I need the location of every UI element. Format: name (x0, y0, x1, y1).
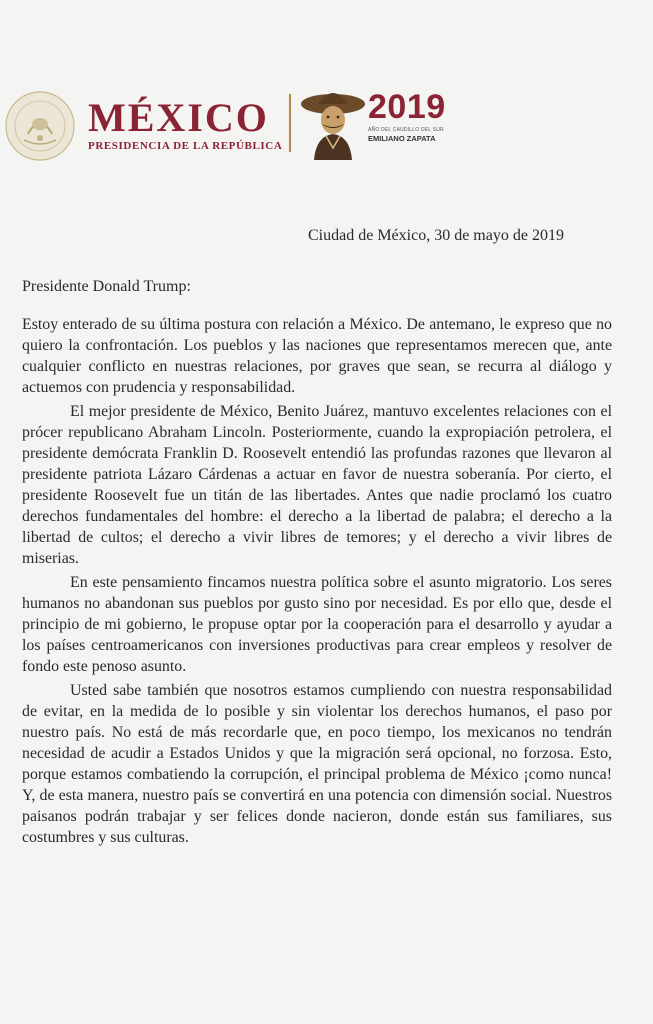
paragraph: En este pensamiento fincamos nuestra política sobre el asunto migratorio. Los seres humanos no abandonan sus pueblos por gusto sino por necesidad. Es por ello que, desde el principio de mi gobierno, le propuse optar por la cooperación para el desarrollo y ayudar a los países centroamericanos con inversiones productivas para crear empleos y resolver de fondo este penoso asunto. (22, 574, 612, 675)
brand-subtitle: PRESIDENCIA DE LA REPÚBLICA (88, 140, 283, 152)
year-block (368, 90, 446, 143)
paragraph: Usted sabe también que nosotros estamos cumpliendo con nuestra responsabilidad de evitar, en la medida de lo posible y sin violentar los derechos humanos, el paso por nuestro país. No está de más recordarle que, en poco tiempo, los mexicanos no tendrán necesidad de acudir a Estados Unidos y que la migración será opcional, no forzosa. Esto, porque estamos combatiendo la corrupción, el principal problema de México ¡como nunca! Y, de esta manera, nuestro país se convertirá en una potencia con dimensión social. Nuestros paisanos podrán trabajar y ser felices donde nacieron, donde están sus familiares, sus costumbres y sus culturas. (22, 682, 612, 846)
year-label: 2019 (368, 88, 446, 126)
salutation: Presidente Donald Trump: (22, 278, 191, 295)
zapata-portrait-icon (300, 84, 366, 160)
paragraph: Estoy enterado de su última postura con relación a México. De antemano, le expreso que no quiero la confrontación. Los pueblos y las naciones que representamos merecen que, ante cualquier conflicto en nuestras relaciones, por graves que sean, se recurra al diálogo y actuemos con prudencia y responsabilidad. (22, 316, 612, 396)
brand-block (88, 95, 283, 152)
paragraph: El mejor presidente de México, Benito Juárez, mantuvo excelentes relaciones con el prócer republicano Abraham Lincoln. Posteriormente, cuando la expropiación petrolera, el presidente demócrata Franklin D. Roosevelt entendió las profundas razones que llevaron al presidente patriota Lázaro Cárdenas a actuar en favor de nuestra soberanía. Por cierto, el presidente Roosevelt fue un titán de las libertades. Antes que nadie proclamó los cuatro derechos fundamentales del hombre: el derecho a la libertad de palabra; el derecho a la libertad de cultos; el derecho a vivir libres de temores; y el derecho a vivir libres de miserias. (22, 403, 612, 567)
year-subtitle: AÑO DEL CAUDILLO DEL SUR (368, 127, 444, 133)
letterhead-divider (289, 94, 291, 152)
brand-title: MÉXICO (88, 95, 269, 140)
date-line: Ciudad de México, 30 de mayo de 2019 (308, 227, 564, 244)
year-name: EMILIANO ZAPATA (368, 134, 436, 143)
coat-of-arms-seal-icon (4, 90, 76, 162)
letterhead (0, 78, 653, 168)
letter-body (22, 314, 612, 848)
